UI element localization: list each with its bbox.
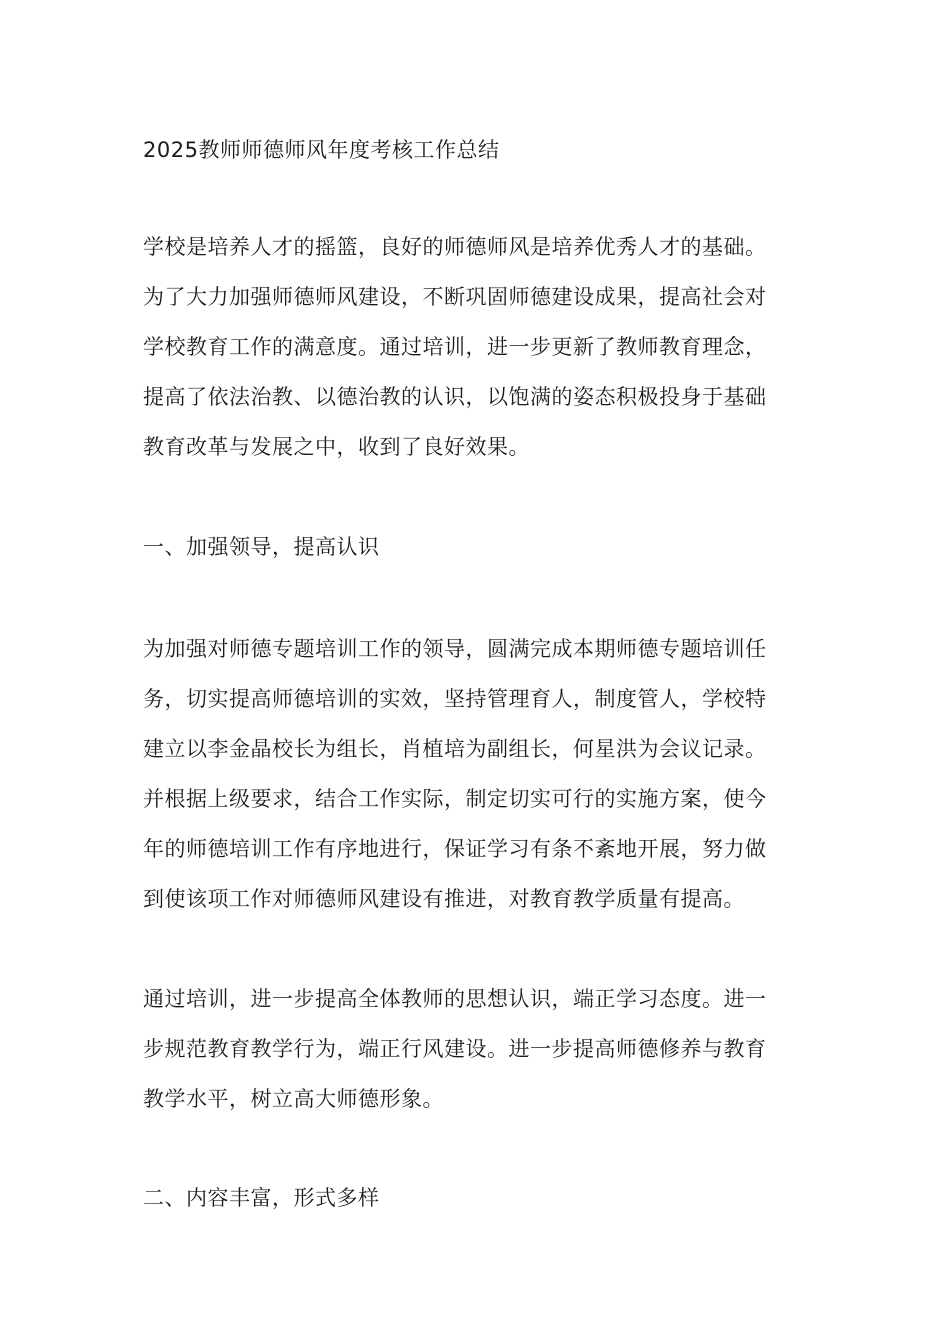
paragraph-1	[143, 222, 808, 472]
paragraph-1-line: 教育改革与发展之中，收到了良好效果。	[143, 435, 530, 459]
section-heading-1	[143, 522, 808, 572]
paragraph-1-line: 学校教育工作的满意度。通过培训，进一步更新了教师教育理念，	[143, 335, 767, 359]
paragraph-1-line: 为了大力加强师德师风建设，不断巩固师德建设成果，提高社会对	[143, 285, 767, 309]
paragraph-3	[143, 974, 808, 1124]
paragraph-2	[143, 624, 808, 924]
paragraph-2-line: 为加强对师德专题培训工作的领导，圆满完成本期师德专题培训任	[143, 637, 767, 661]
section-heading-2	[143, 1173, 808, 1223]
paragraph-2-line: 务，切实提高师德培训的实效，坚持管理育人，制度管人，学校特	[143, 687, 767, 711]
paragraph-1-line: 提高了依法治教、以德治教的认识，以饱满的姿态积极投身于基础	[143, 385, 767, 409]
title-text: 2025教师师德师风年度考核工作总结	[143, 138, 500, 162]
paragraph-2-line: 建立以李金晶校长为组长，肖植培为副组长，何星洪为会议记录。	[143, 737, 767, 761]
paragraph-3-line: 通过培训，进一步提高全体教师的思想认识，端正学习态度。进一	[143, 987, 767, 1011]
paragraph-1-line: 学校是培养人才的摇篮，良好的师德师风是培养优秀人才的基础。	[143, 235, 767, 259]
paragraph-3-line: 步规范教育教学行为，端正行风建设。进一步提高师德修养与教育	[143, 1037, 767, 1061]
section-heading-1-text: 一、加强领导，提高认识	[143, 535, 380, 559]
document-title	[143, 125, 808, 175]
section-heading-2-text: 二、内容丰富，形式多样	[143, 1186, 380, 1210]
paragraph-2-line: 到使该项工作对师德师风建设有推进，对教育教学质量有提高。	[143, 887, 745, 911]
paragraph-2-line: 并根据上级要求，结合工作实际，制定切实可行的实施方案，使今	[143, 787, 767, 811]
paragraph-3-line: 教学水平，树立高大师德形象。	[143, 1087, 444, 1111]
paragraph-2-line: 年的师德培训工作有序地进行，保证学习有条不紊地开展，努力做	[143, 837, 767, 861]
